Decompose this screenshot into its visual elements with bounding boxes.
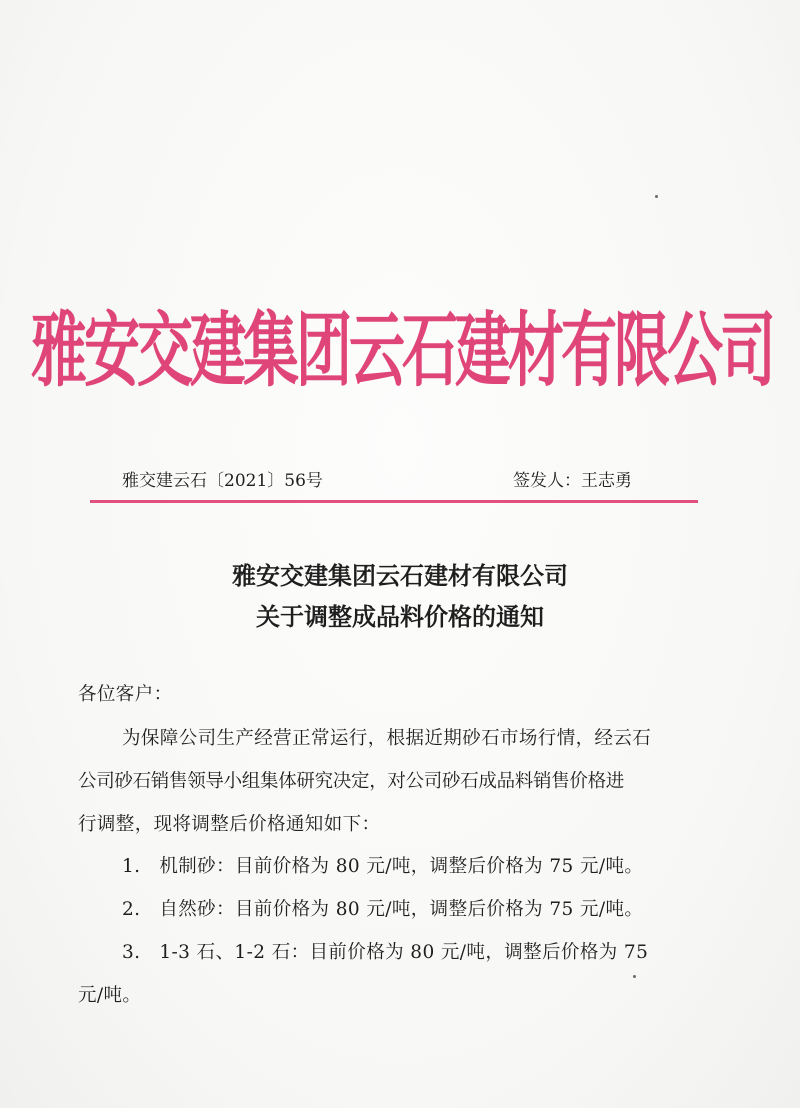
notice-title-line-2: 关于调整成品料价格的通知 [256, 602, 544, 631]
notice-title-line-1: 雅安交建集团云石建材有限公司 [232, 561, 568, 590]
paper-speck [655, 195, 658, 198]
intro-line-2: 公司砂石销售领导小组集体研究决定，对公司砂石成品料销售价格进 [78, 771, 625, 792]
intro-line-3: 行调整，现将调整后价格通知如下： [78, 814, 381, 835]
signer: 签发人：王志勇 [513, 471, 632, 491]
intro-line-1: 为保障公司生产经营正常运行，根据近期砂石市场行情，经云石 [122, 728, 652, 749]
letterhead-company-name: 雅安交建集团云石建材有限公司 [31, 304, 773, 399]
price-item-3: 3. 1-3 石、1-2 石：目前价格为 80 元/吨，调整后价格为 75 [122, 942, 649, 963]
document-number: 雅交建云石〔2021〕56号 [122, 471, 323, 491]
price-item-3-continuation: 元/吨。 [78, 985, 142, 1006]
price-item-1: 1. 机制砂：目前价格为 80 元/吨，调整后价格为 75 元/吨。 [122, 856, 644, 877]
price-item-2: 2. 自然砂：目前价格为 80 元/吨，调整后价格为 75 元/吨。 [122, 899, 644, 920]
paper-speck [633, 975, 636, 978]
greeting: 各位客户： [78, 684, 173, 705]
red-separator-line [90, 500, 698, 503]
letterhead [31, 290, 773, 400]
